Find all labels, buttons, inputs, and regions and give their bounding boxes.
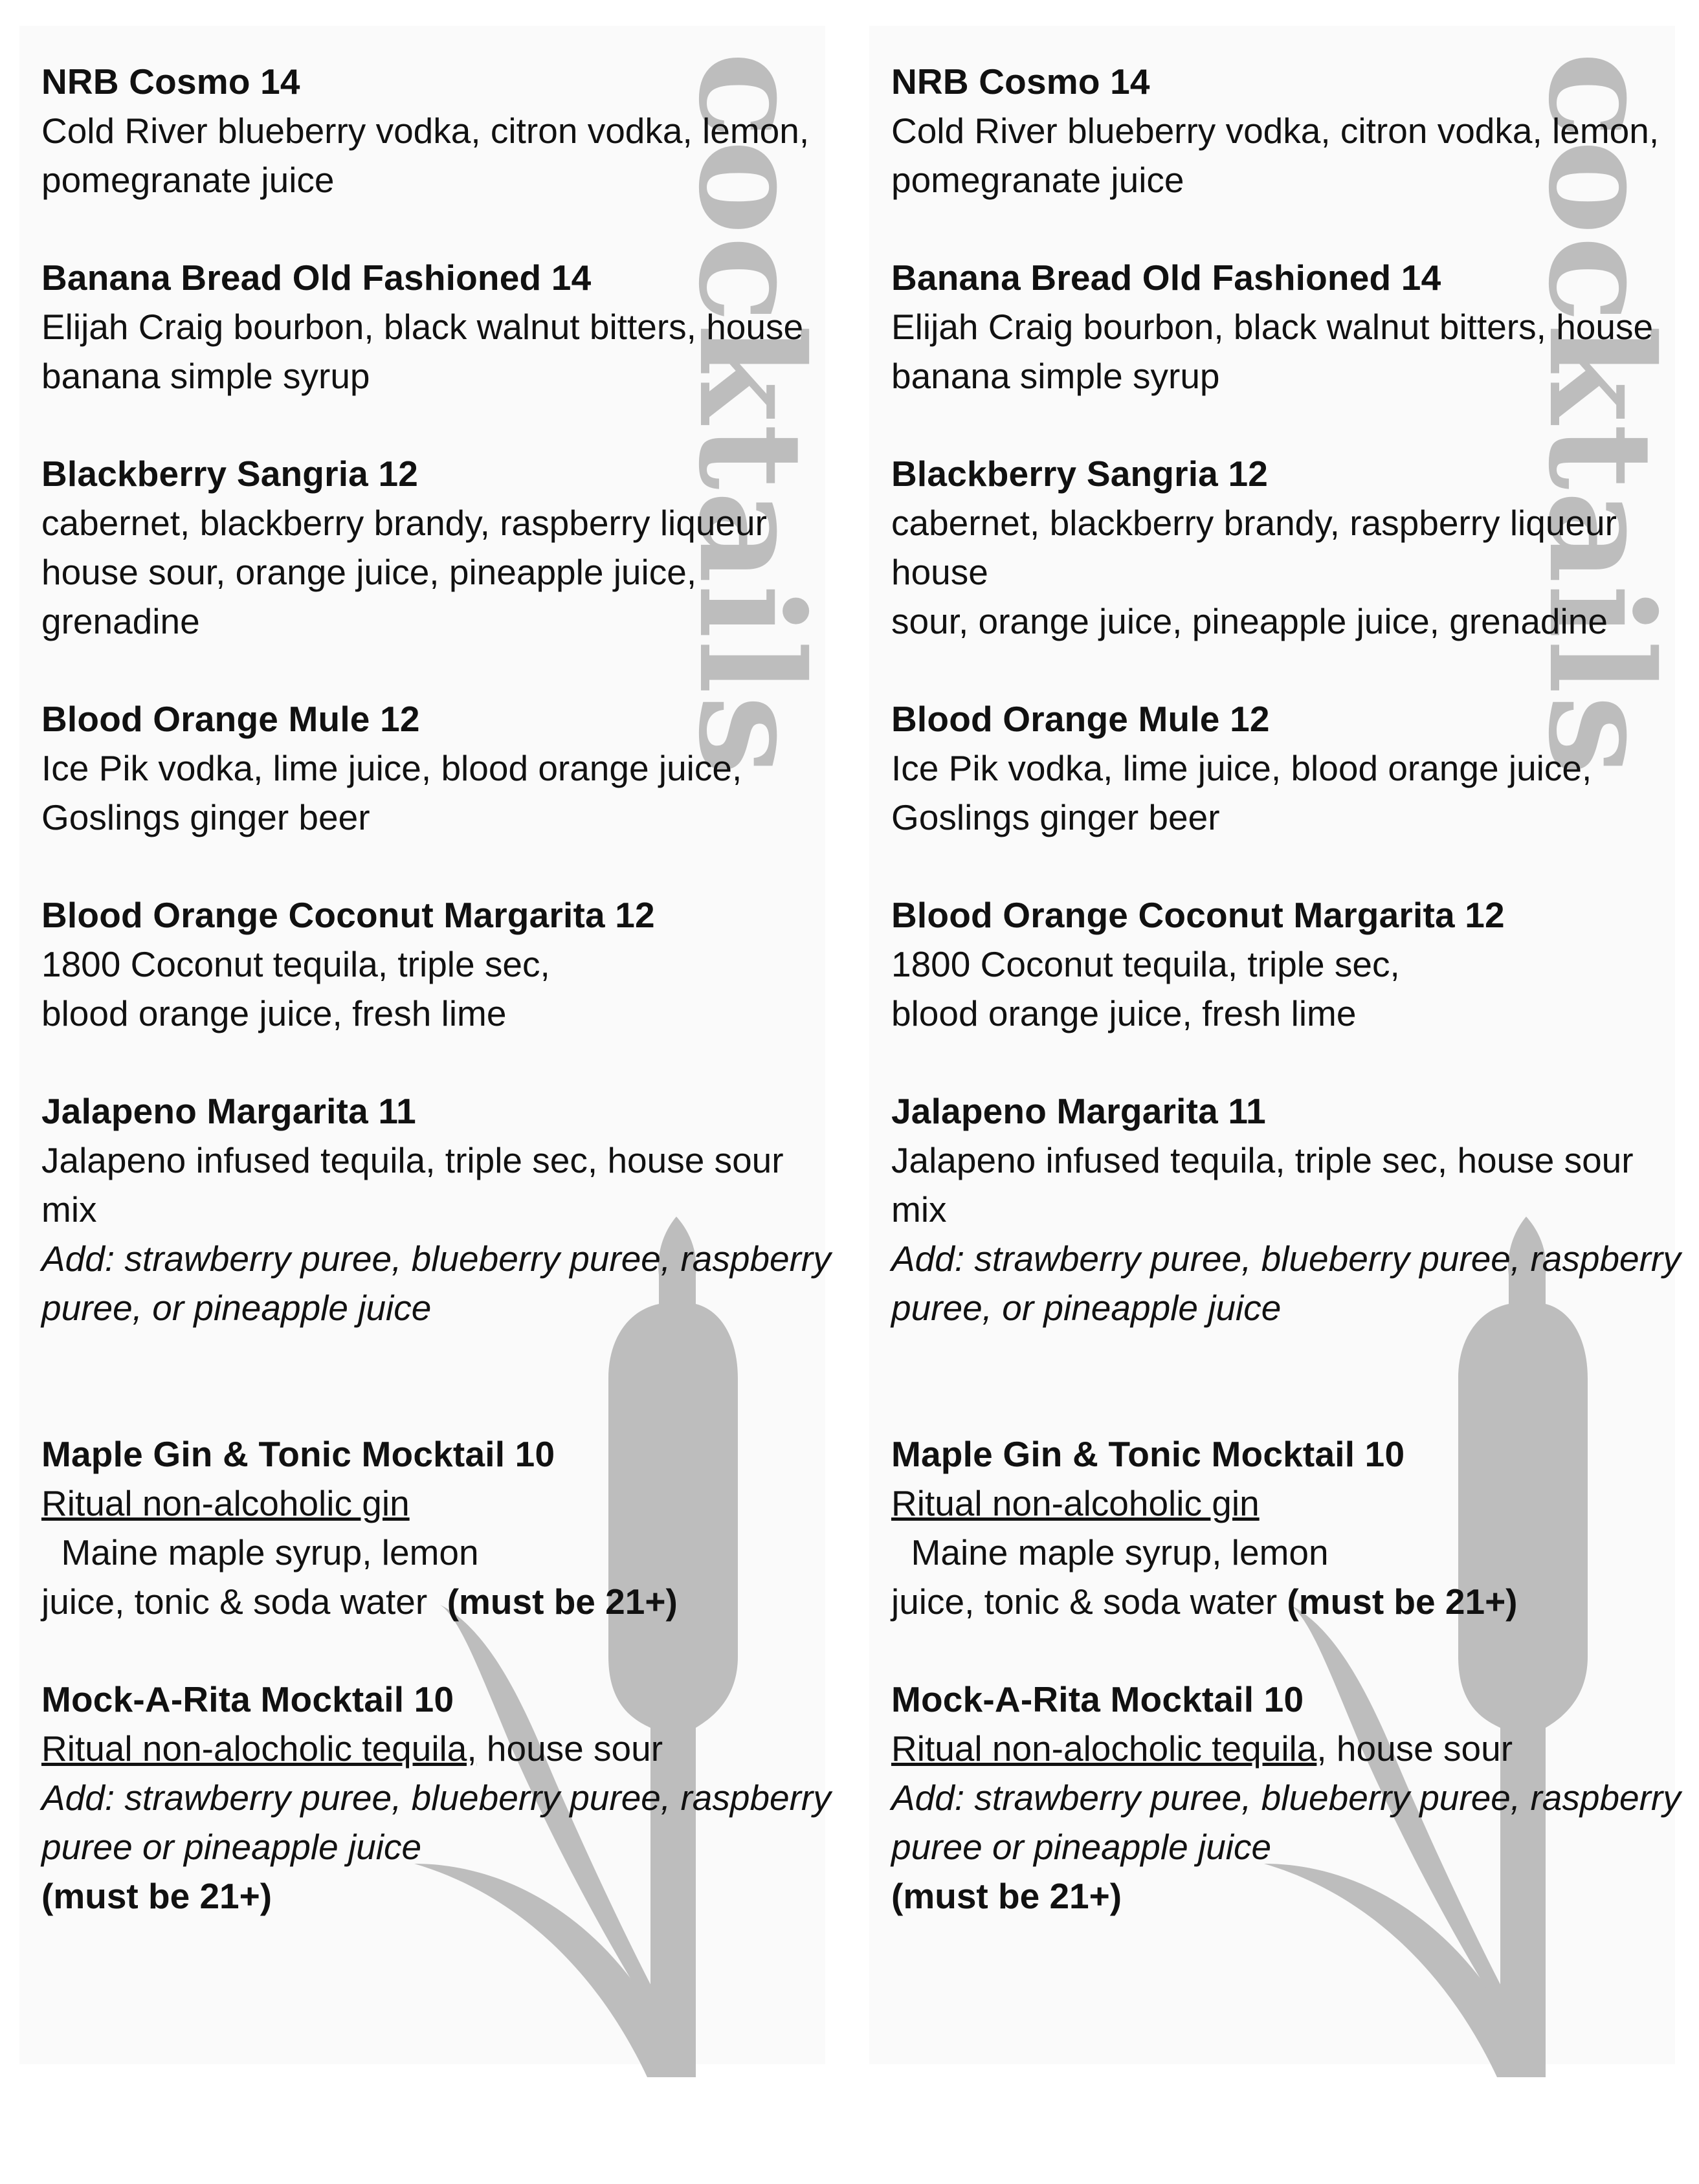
item-title: Blood Orange Coconut Margarita 12 xyxy=(891,895,1505,935)
item-title: Mock-A-Rita Mocktail 10 xyxy=(41,1679,454,1719)
item-title: NRB Cosmo 14 xyxy=(891,61,1150,102)
item-title: Jalapeno Margarita 11 xyxy=(891,1091,1266,1131)
menu-item xyxy=(891,449,1687,646)
item-description: cabernet, blackberry brandy, raspberry liqueur house xyxy=(891,503,1617,592)
age-requirement: (must be 21+) xyxy=(1287,1582,1518,1622)
item-spirit: Ritual non-alocholic tequila xyxy=(891,1728,1317,1769)
item-description: Ice Pik vodka, lime juice, blood orange juice, xyxy=(891,748,1592,788)
menu-panel-left xyxy=(0,0,849,2184)
item-spirit: Ritual non-alocholic tequila, xyxy=(41,1728,477,1769)
item-description: Cold River blueberry vodka, citron vodka, lemon, xyxy=(41,111,810,151)
cocktails-watermark: cocktails xyxy=(667,52,835,777)
item-description xyxy=(41,1724,838,1773)
item-description: house sour, orange juice, pineapple juice, grenadine xyxy=(41,552,697,641)
item-description: Cold River blueberry vodka, citron vodka, lemon, xyxy=(891,111,1660,151)
cocktail-list xyxy=(891,57,1687,1969)
menu-item xyxy=(41,253,838,401)
item-description-rest: juice, tonic & soda water xyxy=(891,1582,1287,1622)
item-description xyxy=(891,1479,1687,1577)
menu-item xyxy=(41,57,838,204)
menu-item xyxy=(41,1086,838,1332)
item-spirit: Ritual non-alcoholic gin xyxy=(41,1483,410,1523)
menu-item xyxy=(41,1429,838,1626)
item-description xyxy=(891,1724,1687,1773)
item-addon: puree, or pineapple juice xyxy=(891,1288,1282,1328)
item-title: Banana Bread Old Fashioned 14 xyxy=(891,258,1441,298)
menu-item xyxy=(891,1675,1687,1921)
item-addon: Add: strawberry puree, blueberry puree, raspberry xyxy=(891,1778,1681,1818)
item-title: Blood Orange Mule 12 xyxy=(41,699,420,739)
item-title: Blood Orange Mule 12 xyxy=(891,699,1270,739)
menu-panel-right xyxy=(850,0,1699,2184)
menu-item xyxy=(891,694,1687,842)
item-description: 1800 Coconut tequila, triple sec, xyxy=(41,944,550,984)
item-description: Goslings ginger beer xyxy=(891,797,1220,837)
menu-item xyxy=(891,1429,1687,1626)
item-description: Elijah Craig bourbon, black walnut bitters, house xyxy=(41,307,804,347)
item-description: sour, orange juice, pineapple juice, grenadine xyxy=(891,601,1608,641)
item-description: banana simple syrup xyxy=(891,356,1220,396)
item-title: Banana Bread Old Fashioned 14 xyxy=(41,258,592,298)
item-spirit: Ritual non-alcoholic gin xyxy=(891,1483,1260,1523)
age-requirement: (must be 21+) xyxy=(447,1582,678,1622)
item-addon: Add: strawberry puree, blueberry puree, raspberry xyxy=(41,1778,831,1818)
item-description: blood orange juice, fresh lime xyxy=(41,993,507,1033)
item-description: Jalapeno infused tequila, triple sec, house sour mix xyxy=(891,1140,1634,1230)
item-title: Blackberry Sangria 12 xyxy=(41,454,419,494)
menu-item xyxy=(891,57,1687,204)
item-description-rest: house sour xyxy=(476,1728,663,1769)
menu-item xyxy=(41,890,838,1038)
item-description-rest: Maine maple syrup, lemon xyxy=(891,1532,1329,1572)
item-title: NRB Cosmo 14 xyxy=(41,61,300,102)
item-addon: Add: strawberry puree, blueberry puree, raspberry xyxy=(41,1239,831,1279)
item-description: blood orange juice, fresh lime xyxy=(891,993,1357,1033)
item-description xyxy=(891,1577,1687,1626)
menu-item xyxy=(891,1086,1687,1332)
age-requirement: (must be 21+) xyxy=(41,1876,272,1916)
menu-item xyxy=(891,253,1687,401)
menu-item xyxy=(41,1675,838,1921)
item-description: Ice Pik vodka, lime juice, blood orange juice, xyxy=(41,748,742,788)
item-title: Blackberry Sangria 12 xyxy=(891,454,1269,494)
item-description: Goslings ginger beer xyxy=(41,797,370,837)
item-title: Maple Gin & Tonic Mocktail 10 xyxy=(41,1434,555,1474)
item-title: Mock-A-Rita Mocktail 10 xyxy=(891,1679,1304,1719)
item-description xyxy=(41,1577,838,1626)
age-requirement: (must be 21+) xyxy=(891,1876,1122,1916)
item-description-rest: , house sour xyxy=(1316,1728,1513,1769)
item-description: Jalapeno infused tequila, triple sec, house sour mix xyxy=(41,1140,784,1230)
item-addon: puree or pineapple juice xyxy=(41,1827,422,1867)
item-description: banana simple syrup xyxy=(41,356,370,396)
item-addon: puree, or pineapple juice xyxy=(41,1288,432,1328)
item-title: Jalapeno Margarita 11 xyxy=(41,1091,416,1131)
item-description: Elijah Craig bourbon, black walnut bitters, house xyxy=(891,307,1654,347)
menu-item xyxy=(891,890,1687,1038)
item-description: pomegranate juice xyxy=(41,160,335,200)
item-description xyxy=(41,1479,838,1577)
cocktails-watermark: cocktails xyxy=(1517,52,1685,777)
item-description: pomegranate juice xyxy=(891,160,1184,200)
item-description: 1800 Coconut tequila, triple sec, xyxy=(891,944,1400,984)
item-description-rest: juice, tonic & soda water xyxy=(41,1582,447,1622)
item-description-rest: Maine maple syrup, lemon xyxy=(41,1532,479,1572)
item-title: Maple Gin & Tonic Mocktail 10 xyxy=(891,1434,1405,1474)
item-description: cabernet, blackberry brandy, raspberry liqueur xyxy=(41,503,767,543)
menu-item xyxy=(41,449,838,646)
item-title: Blood Orange Coconut Margarita 12 xyxy=(41,895,655,935)
item-addon: puree or pineapple juice xyxy=(891,1827,1272,1867)
menu-item xyxy=(41,694,838,842)
item-addon: Add: strawberry puree, blueberry puree, raspberry xyxy=(891,1239,1681,1279)
cocktail-list xyxy=(41,57,838,1969)
